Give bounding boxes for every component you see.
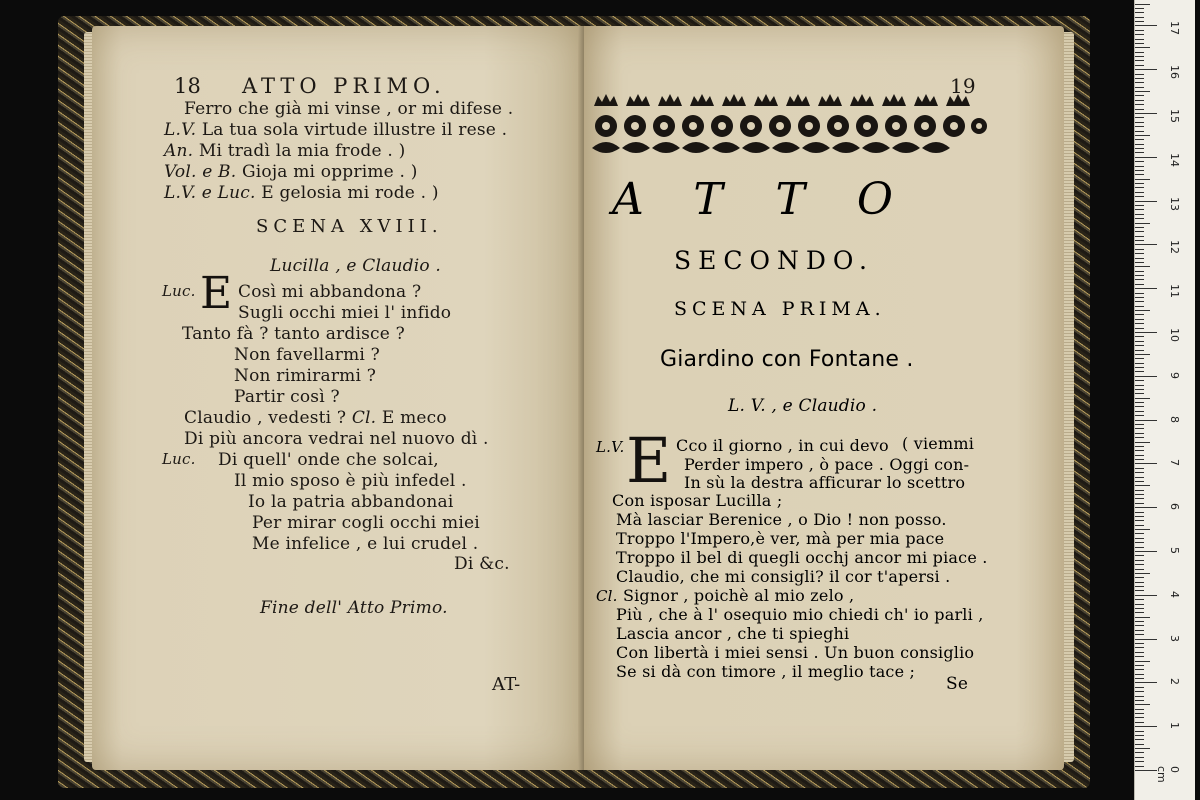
verse-line: Se si dà con timore , il meglio tace ; xyxy=(616,662,916,681)
ruler-number: 3 xyxy=(1168,634,1181,642)
ruler-tick xyxy=(1135,113,1157,114)
ruler-tick xyxy=(1135,161,1144,162)
ruler-tick xyxy=(1135,214,1144,215)
ruler-tick xyxy=(1135,639,1157,640)
scene-setting: Giardino con Fontane . xyxy=(660,347,914,372)
ruler-tick xyxy=(1135,179,1150,180)
ruler-tick xyxy=(1135,402,1144,403)
ruler-tick xyxy=(1135,687,1144,688)
verse-line: Tanto fà ? tanto ardisce ? xyxy=(182,324,405,344)
ruler-tick xyxy=(1135,533,1144,534)
ruler-tick xyxy=(1135,363,1144,364)
ruler-tick xyxy=(1135,709,1144,710)
ruler-number: 12 xyxy=(1168,240,1181,255)
ruler-number: 11 xyxy=(1168,284,1181,299)
verse-line: Di quell' onde che solcai, xyxy=(218,450,439,470)
ruler-tick xyxy=(1135,82,1144,83)
verse-line: Mà lasciar Berenice , o Dio ! non posso. xyxy=(616,510,947,529)
verse-line: Il mio sposo è più infedel . xyxy=(234,471,467,491)
ruler-tick xyxy=(1135,757,1144,758)
ruler-number: 17 xyxy=(1168,21,1181,36)
ruler-tick xyxy=(1135,494,1144,495)
verse-line: Vol. e B. Gioja mi opprime . ) xyxy=(164,162,418,182)
ruler-tick xyxy=(1135,187,1144,188)
ruler-tick xyxy=(1135,371,1144,372)
ornament-band-icon xyxy=(590,92,988,160)
ruler-tick xyxy=(1135,525,1144,526)
ruler-tick xyxy=(1135,148,1144,149)
ruler-tick xyxy=(1135,468,1144,469)
verse-line: Con isposar Lucilla ; xyxy=(612,491,783,510)
ruler-tick xyxy=(1135,47,1150,48)
ruler-tick xyxy=(1135,227,1144,228)
verse-line: Claudio, che mi consigli? il cor t'apersi . xyxy=(616,567,951,586)
ruler-number: 15 xyxy=(1168,109,1181,123)
ruler-tick xyxy=(1135,717,1144,718)
measurement-ruler xyxy=(1134,0,1195,800)
ruler-tick xyxy=(1135,78,1144,79)
ruler-tick xyxy=(1135,314,1144,315)
ruler-tick xyxy=(1135,139,1144,140)
ruler-tick xyxy=(1135,634,1144,635)
ruler-tick xyxy=(1135,293,1144,294)
ruler-number: 14 xyxy=(1168,152,1181,167)
verse-line: Non rimirarmi ? xyxy=(234,366,377,386)
ruler-tick xyxy=(1135,205,1144,206)
ruler-tick xyxy=(1135,752,1144,753)
ruler-tick xyxy=(1135,174,1144,175)
ruler-tick xyxy=(1135,555,1144,556)
ruler-tick xyxy=(1135,183,1144,184)
verse-line: ( viemmi xyxy=(902,434,975,453)
ruler-tick xyxy=(1135,455,1144,456)
ruler-tick xyxy=(1135,135,1150,136)
ruler-tick xyxy=(1135,459,1144,460)
ruler-tick xyxy=(1135,328,1144,329)
ruler-tick xyxy=(1135,279,1144,280)
ruler-tick xyxy=(1135,463,1157,464)
ruler-tick xyxy=(1135,288,1157,289)
verse-line: Di più ancora vedrai nel nuovo dì . xyxy=(184,429,489,449)
ruler-tick xyxy=(1135,551,1157,552)
ruler-tick xyxy=(1135,722,1144,723)
left-page xyxy=(92,26,582,770)
ruler-tick xyxy=(1135,604,1144,605)
ruler-tick xyxy=(1135,520,1144,521)
act-subtitle: SECONDO. xyxy=(674,246,874,275)
drop-cap: E xyxy=(626,424,672,497)
ruler-tick xyxy=(1135,647,1144,648)
ruler-tick xyxy=(1135,34,1144,35)
ruler-tick xyxy=(1135,209,1144,210)
ruler-tick xyxy=(1135,437,1144,438)
drop-cap: E xyxy=(200,268,233,319)
ruler-tick xyxy=(1135,244,1157,245)
end-of-act-note: Fine dell' Atto Primo. xyxy=(260,598,448,618)
ruler-number: 5 xyxy=(1168,547,1181,554)
ruler-tick xyxy=(1135,621,1144,622)
ruler-tick xyxy=(1135,656,1144,657)
ruler-tick xyxy=(1135,498,1144,499)
ruler-tick xyxy=(1135,682,1157,683)
ruler-tick xyxy=(1135,240,1144,241)
ruler-tick xyxy=(1135,126,1144,127)
ruler-tick xyxy=(1135,87,1144,88)
ruler-tick xyxy=(1135,424,1144,425)
ruler-tick xyxy=(1135,196,1144,197)
ruler-tick xyxy=(1135,218,1144,219)
ruler-tick xyxy=(1135,56,1144,57)
ruler-tick xyxy=(1135,472,1144,473)
ruler-tick xyxy=(1135,608,1144,609)
ruler-number: 4 xyxy=(1168,590,1181,598)
verse-line: Per mirar cogli occhi miei xyxy=(252,513,480,533)
verse-line: In sù la destra afficurar lo scettro xyxy=(684,473,966,492)
ruler-tick xyxy=(1135,17,1144,18)
ruler-tick xyxy=(1135,586,1144,587)
ruler-tick xyxy=(1135,477,1144,478)
ruler-tick xyxy=(1135,275,1144,276)
ruler-tick xyxy=(1135,152,1144,153)
ruler-tick xyxy=(1135,69,1157,70)
catchword-right: Se xyxy=(946,674,969,694)
ruler-tick xyxy=(1135,266,1150,267)
ruler-tick xyxy=(1135,258,1144,259)
ruler-tick xyxy=(1135,350,1144,351)
ruler-tick xyxy=(1135,109,1144,110)
ruler-number: 2 xyxy=(1168,678,1181,686)
ruler-tick xyxy=(1135,284,1144,285)
verse-line: Io la patria abbandonai xyxy=(248,492,454,512)
ruler-tick xyxy=(1135,507,1157,508)
ruler-tick xyxy=(1135,406,1144,407)
speaker-label: Luc. xyxy=(162,282,196,300)
ruler-tick xyxy=(1135,485,1150,486)
ruler-tick xyxy=(1135,503,1144,504)
ruler-tick xyxy=(1135,770,1157,771)
ruler-tick xyxy=(1135,25,1157,26)
ruler-tick xyxy=(1135,345,1144,346)
verse-line: L.V. e Luc. E gelosia mi rode . ) xyxy=(164,183,439,203)
right-page-number: 19 xyxy=(950,74,976,98)
verse-line: Di &c. xyxy=(454,554,510,574)
ruler-tick xyxy=(1135,310,1150,311)
scene-characters: Lucilla , e Claudio . xyxy=(270,256,441,276)
verse-line: Più , che à l' osequio mio chiedi ch' io parli , xyxy=(616,605,984,624)
leaf-row xyxy=(592,142,950,153)
ruler-tick xyxy=(1135,192,1144,193)
verse-line: Ferro che già mi vinse , or mi difese . xyxy=(184,99,514,119)
verse-line: Troppo il bel di quegli occhj ancor mi piace . xyxy=(616,548,988,567)
ruler-tick xyxy=(1135,385,1144,386)
verse-line: An. Mi tradì la mia frode . ) xyxy=(164,141,406,161)
ruler-number: 10 xyxy=(1168,328,1181,342)
ruler-number: 7 xyxy=(1168,459,1181,467)
ruler-tick xyxy=(1135,731,1144,732)
verse-line: L.V. La tua sola virtude illustre il rese . xyxy=(164,120,508,140)
verse-line: Non favellarmi ? xyxy=(234,345,380,365)
ruler-tick xyxy=(1135,748,1150,749)
ruler-tick xyxy=(1135,669,1144,670)
verse-line: Perder impero , ò pace . Oggi con- xyxy=(684,455,970,474)
ruler-tick xyxy=(1135,271,1144,272)
verse-line: Cl. Signor , poichè al mio zelo , xyxy=(596,586,855,605)
catchword: AT- xyxy=(492,674,521,695)
ruler-tick xyxy=(1135,30,1144,31)
ruler-tick xyxy=(1135,144,1144,145)
ruler-tick xyxy=(1135,704,1150,705)
ruler-tick xyxy=(1135,301,1144,302)
ruler-tick xyxy=(1135,249,1144,250)
ruler-tick xyxy=(1135,560,1144,561)
ruler-tick xyxy=(1135,595,1157,596)
ruler-tick xyxy=(1135,4,1150,5)
ruler-tick xyxy=(1135,52,1144,53)
ruler-tick xyxy=(1135,625,1144,626)
verse-line: Claudio , vedesti ? Cl. E meco xyxy=(184,408,447,428)
ruler-tick xyxy=(1135,166,1144,167)
ruler-tick xyxy=(1135,516,1144,517)
ruler-tick xyxy=(1135,700,1144,701)
verse-line: Lascia ancor , che ti spieghi xyxy=(616,624,850,643)
ruler-tick xyxy=(1135,358,1144,359)
ruler-tick xyxy=(1135,529,1150,530)
ruler-tick xyxy=(1135,661,1150,662)
ruler-tick xyxy=(1135,450,1144,451)
ruler-tick xyxy=(1135,262,1144,263)
ruler-tick xyxy=(1135,319,1144,320)
ruler-tick xyxy=(1135,713,1144,714)
ruler-tick xyxy=(1135,157,1157,158)
ruler-tick xyxy=(1135,117,1144,118)
ruler-number: 6 xyxy=(1168,503,1181,511)
ruler-tick xyxy=(1135,341,1144,342)
ruler-tick xyxy=(1135,617,1150,618)
ruler-tick xyxy=(1135,735,1144,736)
speaker-label: L.V. xyxy=(596,438,625,456)
ruler-tick xyxy=(1135,577,1144,578)
verse-line: Con libertà i miei sensi . Un buon consiglio xyxy=(616,643,975,662)
ruler-tick xyxy=(1135,512,1144,513)
ruler-tick xyxy=(1135,100,1144,101)
ruler-tick xyxy=(1135,74,1144,75)
ruler-tick xyxy=(1135,696,1144,697)
speaker-label: Luc. xyxy=(162,450,196,468)
scene-characters-right: L. V. , e Claudio . xyxy=(728,396,878,416)
verse-line: Partir così ? xyxy=(234,387,340,407)
ruler-tick xyxy=(1135,95,1144,96)
ruler-tick xyxy=(1135,573,1150,574)
ruler-tick xyxy=(1135,428,1144,429)
ruler-number: 1 xyxy=(1168,722,1181,730)
ruler-tick xyxy=(1135,612,1144,613)
ruler-number: 16 xyxy=(1168,65,1181,80)
crown-row xyxy=(594,94,970,106)
ruler-tick xyxy=(1135,297,1144,298)
ruler-tick xyxy=(1135,547,1144,548)
ruler-tick xyxy=(1135,380,1144,381)
ruler-tick xyxy=(1135,643,1144,644)
ruler-tick xyxy=(1135,201,1157,202)
ruler-tick xyxy=(1135,538,1144,539)
ruler-tick xyxy=(1135,569,1144,570)
ruler-tick xyxy=(1135,131,1144,132)
ruler-tick xyxy=(1135,389,1144,390)
ruler-tick xyxy=(1135,398,1150,399)
ruler-tick xyxy=(1135,39,1144,40)
ruler-tick xyxy=(1135,354,1150,355)
ruler-tick xyxy=(1135,744,1144,745)
ruler-tick xyxy=(1135,411,1144,412)
ruler-tick xyxy=(1135,393,1144,394)
ruler-tick xyxy=(1135,726,1157,727)
left-running-head: ATTO PRIMO. xyxy=(242,74,446,98)
ruler-tick xyxy=(1135,231,1144,232)
ruler-tick xyxy=(1135,12,1144,13)
ruler-tick xyxy=(1135,336,1144,337)
verse-line: Cco il giorno , in cui devo xyxy=(676,436,889,455)
ruler-tick xyxy=(1135,170,1144,171)
act-title: ATTO xyxy=(612,174,945,225)
ruler-tick xyxy=(1135,104,1144,105)
left-page-number: 18 xyxy=(174,74,202,98)
ruler-tick xyxy=(1135,376,1157,377)
ruler-tick xyxy=(1135,665,1144,666)
ruler-tick xyxy=(1135,691,1144,692)
verse-line: Me infelice , e lui crudel . xyxy=(252,534,479,554)
ruler-tick xyxy=(1135,21,1144,22)
ruler-tick xyxy=(1135,91,1150,92)
ruler-tick xyxy=(1135,223,1150,224)
ruler-tick xyxy=(1135,490,1144,491)
ruler-tick xyxy=(1135,60,1144,61)
ruler-tick xyxy=(1135,323,1144,324)
ruler-tick xyxy=(1135,65,1144,66)
ruler-tick xyxy=(1135,599,1144,600)
ruler-tick xyxy=(1135,415,1144,416)
ruler-number: 9 xyxy=(1168,371,1181,379)
ruler-tick xyxy=(1135,678,1144,679)
ruler-tick xyxy=(1135,236,1144,237)
scene-title-right: SCENA PRIMA. xyxy=(674,298,886,320)
ruler-tick xyxy=(1135,564,1144,565)
ruler-tick xyxy=(1135,433,1144,434)
scene-title: SCENA XVIII. xyxy=(256,216,443,237)
ruler-tick xyxy=(1135,253,1144,254)
ruler-tick xyxy=(1135,582,1144,583)
verse-line: Troppo l'Impero,è ver, mà per mia pace xyxy=(616,529,945,548)
verse-line: Sugli occhi miei l' infido xyxy=(238,303,452,323)
ruler-tick xyxy=(1135,739,1144,740)
ruler-tick xyxy=(1135,766,1144,767)
verse-line: Così mi abbandona ? xyxy=(238,282,422,302)
ruler-tick xyxy=(1135,674,1144,675)
ruler-tick xyxy=(1135,630,1144,631)
ruler-tick xyxy=(1135,761,1144,762)
ruler-tick xyxy=(1135,652,1144,653)
ruler-tick xyxy=(1135,446,1144,447)
ruler-tick xyxy=(1135,306,1144,307)
ruler-tick xyxy=(1135,332,1157,333)
ruler-tick xyxy=(1135,8,1144,9)
ruler-number: 13 xyxy=(1168,196,1181,211)
ruler-number: 0 cm xyxy=(1155,766,1181,783)
ruler-tick xyxy=(1135,590,1144,591)
ruler-tick xyxy=(1135,542,1144,543)
ruler-tick xyxy=(1135,43,1144,44)
ruler-tick xyxy=(1135,367,1144,368)
ruler-tick xyxy=(1135,420,1157,421)
ruler-tick xyxy=(1135,122,1144,123)
ruler-tick xyxy=(1135,481,1144,482)
ruler-tick xyxy=(1135,442,1150,443)
ruler-number: 8 xyxy=(1168,415,1181,423)
